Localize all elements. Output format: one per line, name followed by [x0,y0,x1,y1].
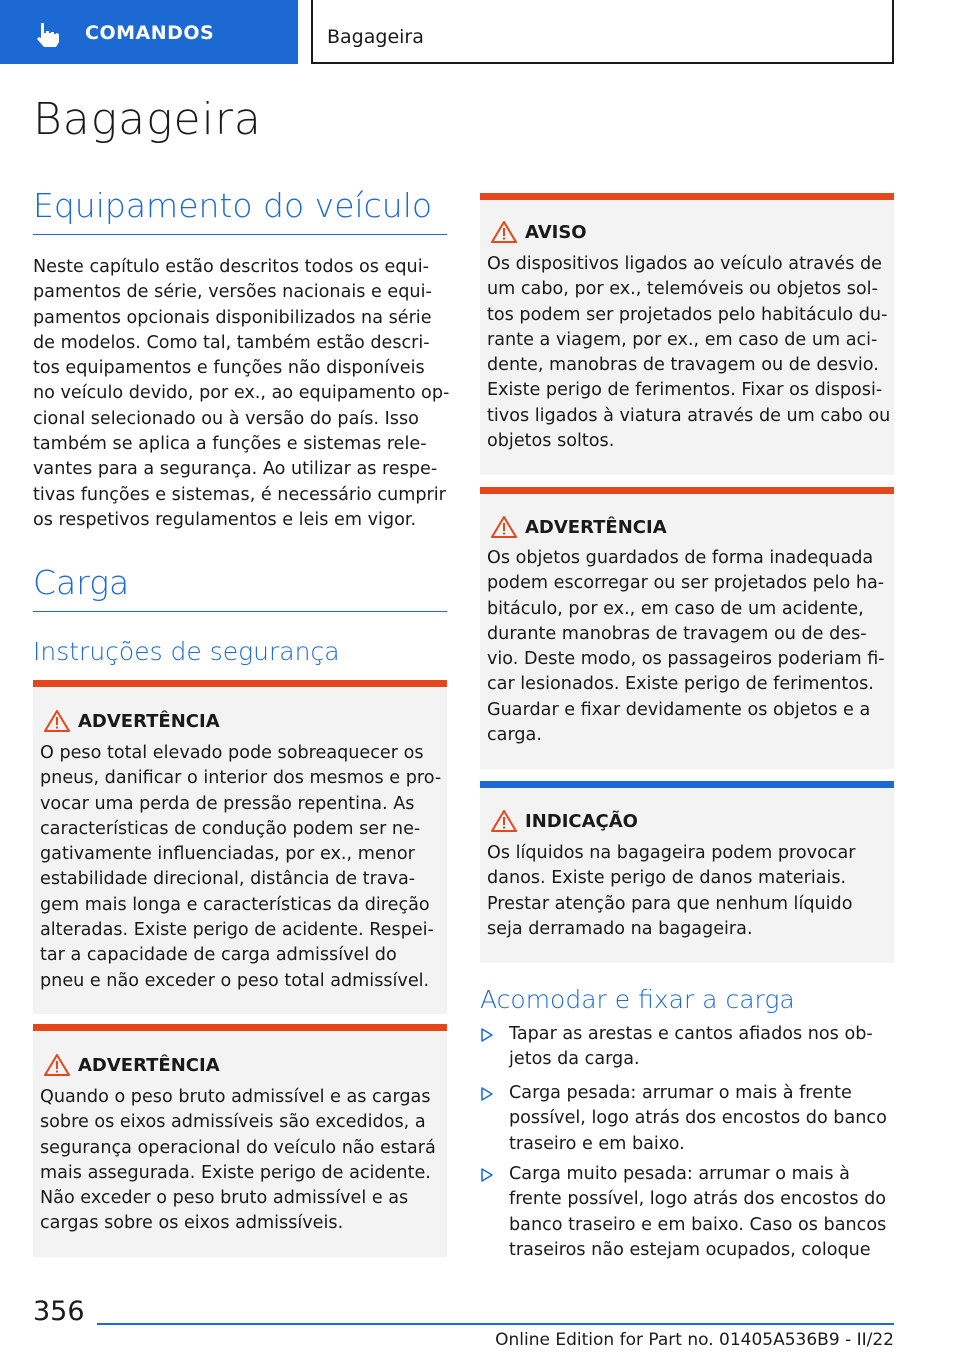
warning-text: Os objetos guardados de forma inadequada podem escorregar ou ser projetados pelo ha- bitáculo, por ex., em caso de um acidente, durante manobras de travagem ou de des- vio. Deste modo, os passageiros poderiam fi- car lesionados. Existe perigo de ferimentos. Guardar e fixar devidamente os objetos e a carga. [487,548,885,746]
warning-box [33,680,447,1014]
footer-edition: Online Edition for Part no. 01405A536B9 - II/22 [495,1330,894,1350]
triangle-arrow-icon [480,1086,494,1102]
warning-triangle-icon [491,515,517,539]
warning-text: Quando o peso bruto admissível e as cargas sobre os eixos admissíveis são excedidos, a segurança operacional do veículo não estará mais assegurada. Existe perigo de acidente. Não exceder o peso bruto admissível e as cargas sobre os eixos admissíveis. [40,1087,436,1234]
warning-triangle-icon [491,809,517,833]
subheading-seguranca: Instruções de segurança [33,637,340,666]
notice-text: Os líquidos na bagageira podem provocar danos. Existe perigo de danos materiais. Prestar atenção para que nenhum líquido seja derramado na bagageira. [487,843,856,939]
chapter-tab[interactable] [0,0,298,64]
caution-bar [480,193,894,200]
footer-rule [97,1323,894,1325]
warning-triangle-icon [44,709,70,733]
section-tab[interactable] [311,0,894,64]
warning-box [33,1024,447,1257]
warning-triangle-icon [44,1053,70,1077]
warning-bar [33,680,447,687]
notice-box [480,781,894,963]
warning-heading: ADVERTÊNCIA [78,1055,220,1076]
triangle-arrow-icon [480,1027,494,1043]
notice-bar [480,781,894,788]
notice-heading: INDICAÇÃO [525,811,638,832]
warning-box [480,487,894,769]
warning-heading: ADVERTÊNCIA [525,517,667,538]
heading-equipamento: Equipamento do veículo [33,186,447,235]
caution-box [480,193,894,475]
warning-triangle-icon [491,220,517,244]
page-number: 356 [33,1296,85,1327]
heading-carga: Carga [33,563,447,612]
intro-paragraph: Neste capítulo estão descritos todos os equi- pamentos de série, versões nacionais e equi- pamentos opcionais disponibilizados na série de modelos. Como tal, também estão descri- tos equipamentos e funções não disponíveis no veículo devido, por ex., ao equipamento op- cional selecionado ou à versão do país. Isso também se aplica a funções e sistemas rele- vantes para a segurança. Ao utilizar as respe- tivas funções e sistemas, é necessário cumprir os respetivos regulamentos e leis em vigor. [33,257,450,530]
warning-bar [33,1024,447,1031]
warning-text: O peso total elevado pode sobreaquecer os pneus, danificar o interior dos mesmos e pro- vocar uma perda de pressão repentina. As características de condução podem ser ne- gativamente influenciadas, por ex., menor estabilidade direcional, distância de trava- gem mais longa e características da direção alteradas. Existe perigo de acidente. Respei- tar a capacidade de carga admissível do pneu e não exceder o peso total admissível. [40,743,442,991]
caution-text: Os dispositivos ligados ao veículo através de um cabo, por ex., telemóveis ou objetos sol- tos podem ser projetados pelo habitáculo du- rante a viagem, por ex., em caso de um aci- dente, manobras de travagem ou de desvio. Existe perigo de ferimentos. Fixar os disposi- tivos ligados à viatura através de um cabo ou objetos soltos. [487,254,891,452]
page-title: Bagageira [33,94,262,145]
section-tab-label: Bagageira [327,26,424,48]
caution-heading: AVISO [525,222,587,243]
subheading-acomodar: Acomodar e fixar a carga [480,985,795,1014]
chapter-tab-label: COMANDOS [85,22,215,44]
warning-heading: ADVERTÊNCIA [78,711,220,732]
pointing-hand-icon [34,20,62,48]
warning-bar [480,487,894,494]
triangle-arrow-icon [480,1167,494,1183]
